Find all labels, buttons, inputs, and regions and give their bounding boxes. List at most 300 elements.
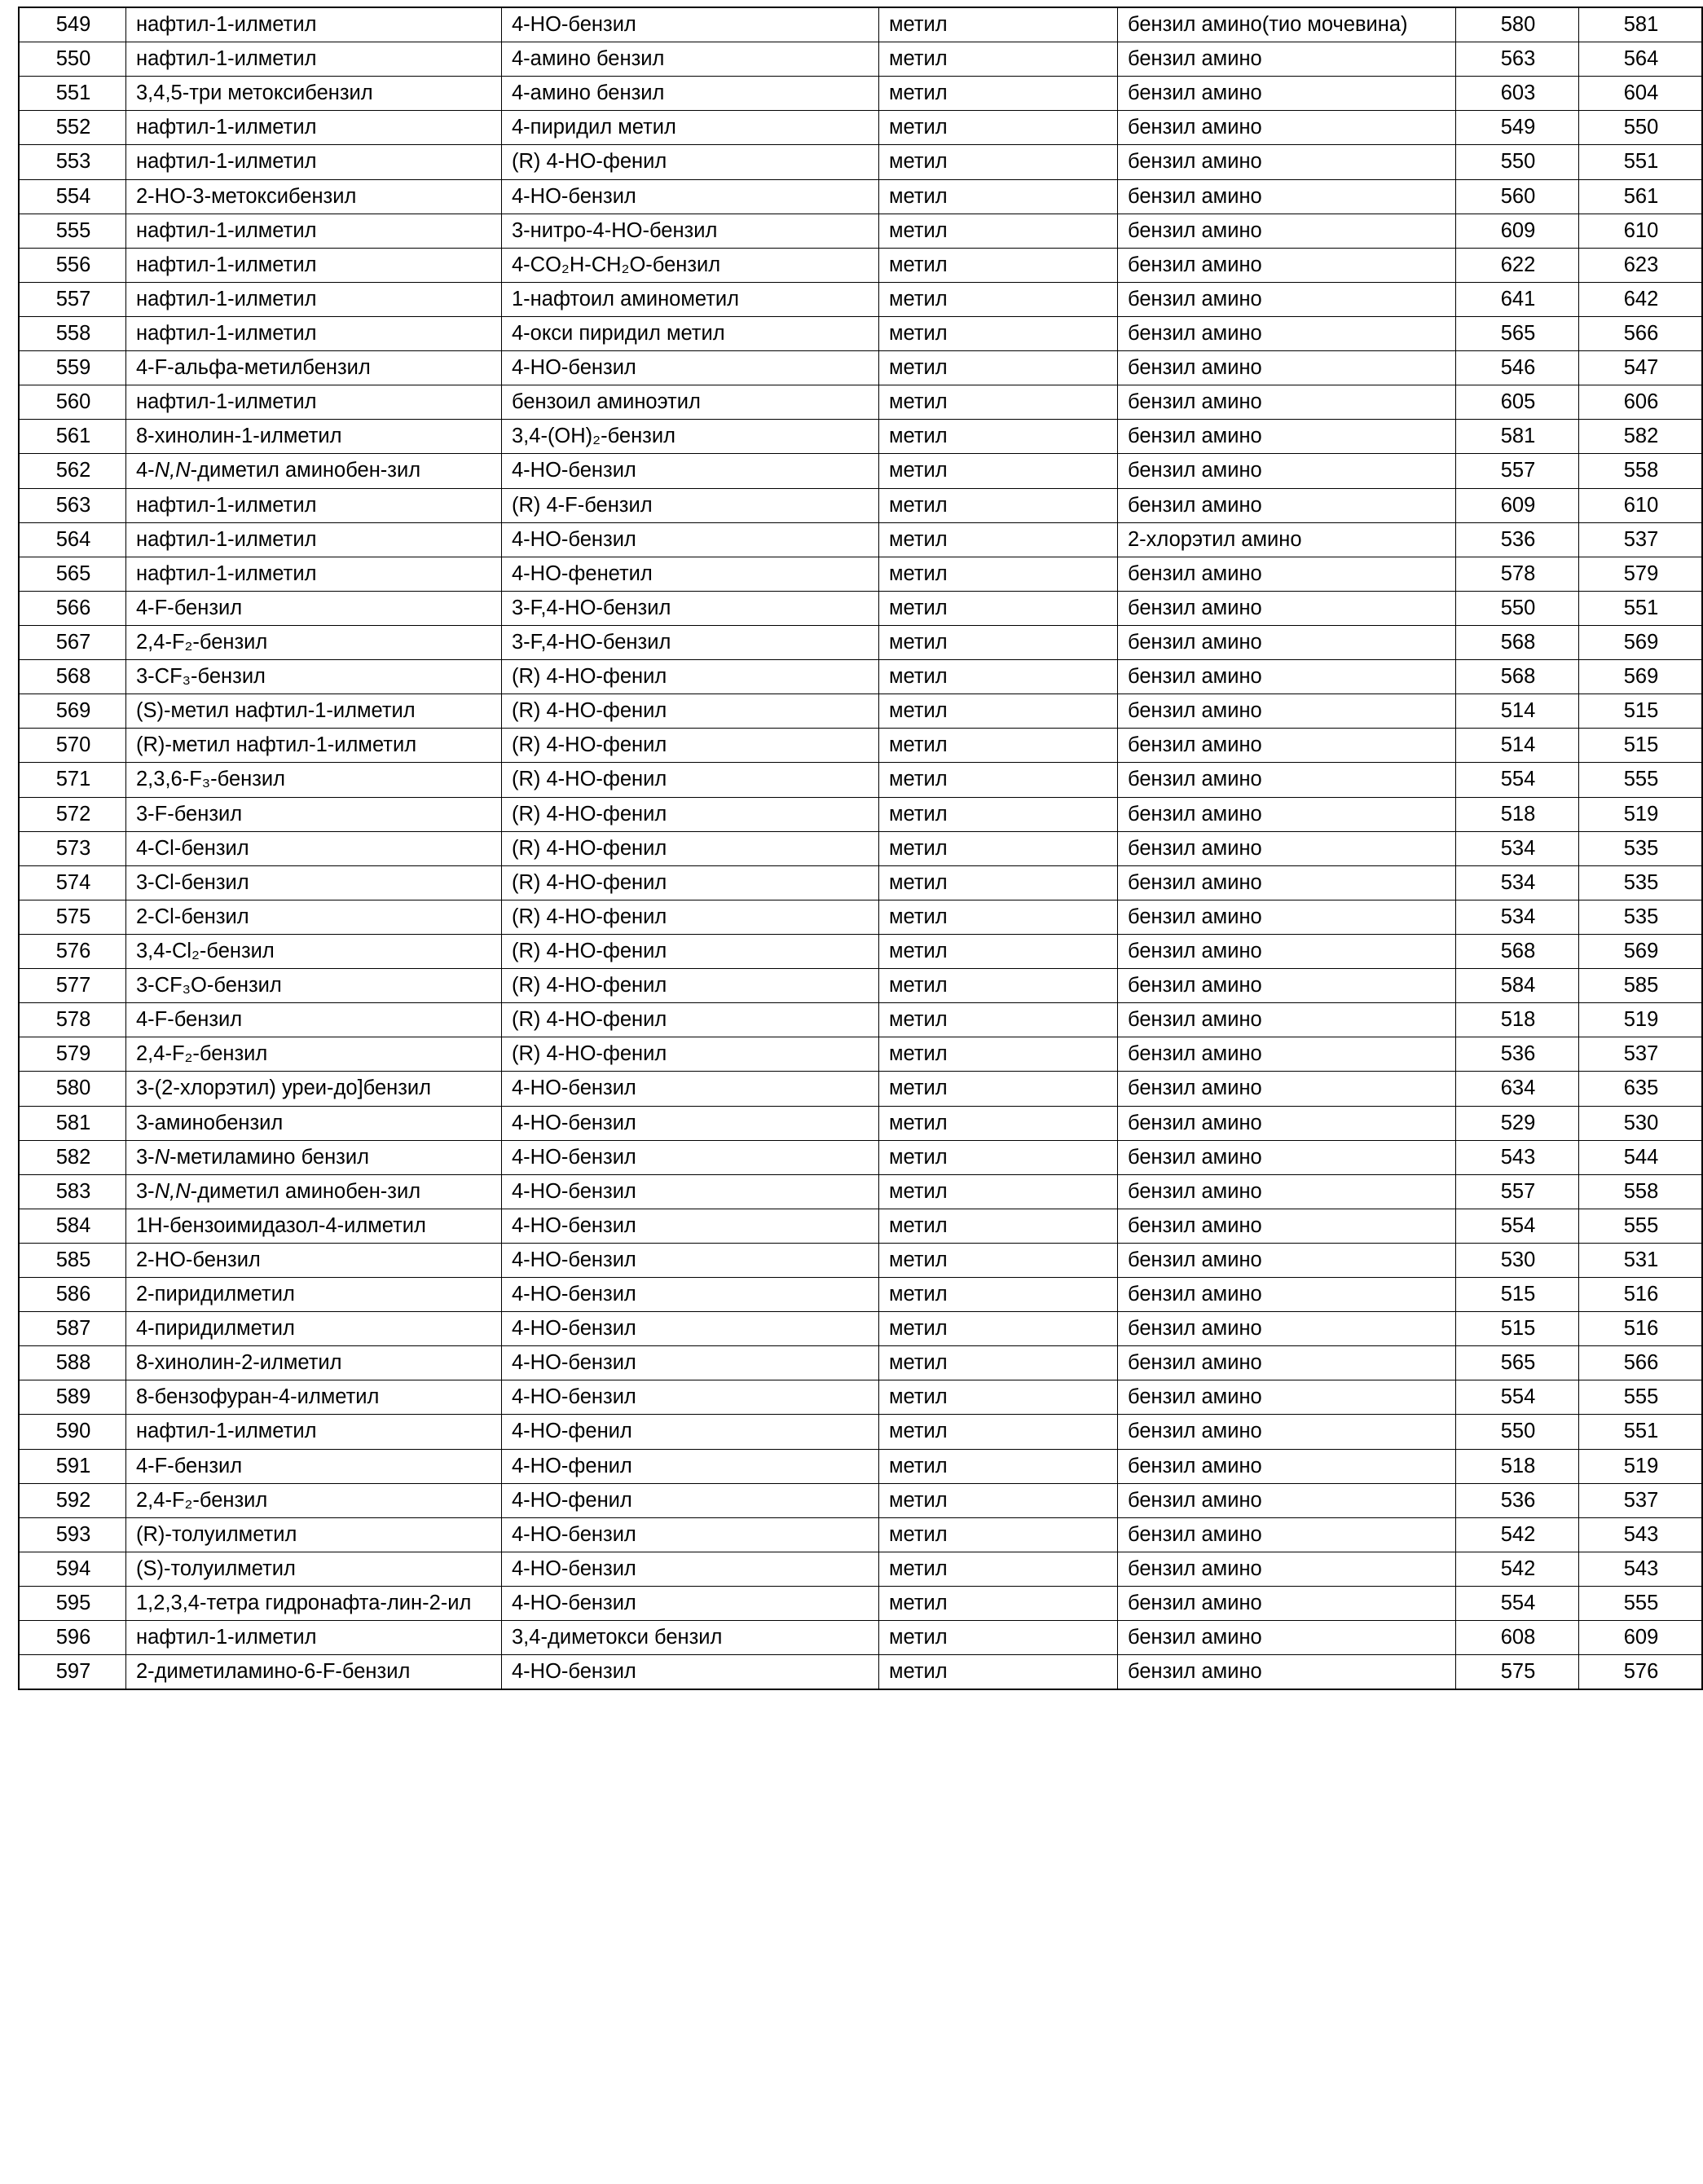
cell-m1: 515: [1456, 1278, 1579, 1312]
table-row: [19, 42, 1702, 77]
cell-r1: 3-Cl-бензил: [126, 865, 502, 900]
cell-r2: (R) 4-HO-фенил: [502, 729, 879, 763]
cell-r3: метил: [879, 1655, 1118, 1690]
cell-m1: 581: [1456, 420, 1579, 454]
cell-m1: 518: [1456, 797, 1579, 831]
cell-m1: 542: [1456, 1517, 1579, 1552]
table-row: [19, 77, 1702, 111]
cell-m2: 515: [1579, 694, 1703, 729]
cell-num: 572: [19, 797, 126, 831]
table-row: [19, 934, 1702, 968]
cell-r4: бензил амино: [1118, 1587, 1456, 1621]
cell-r3: метил: [879, 1483, 1118, 1517]
cell-m2: 516: [1579, 1312, 1703, 1346]
cell-r4: 2-хлорэтил амино: [1118, 522, 1456, 557]
cell-r2: 3-нитро-4-HO-бензил: [502, 214, 879, 248]
cell-r3: метил: [879, 488, 1118, 522]
cell-r2: бензоил аминоэтил: [502, 385, 879, 420]
cell-m1: 543: [1456, 1140, 1579, 1174]
table-row: [19, 694, 1702, 729]
cell-r3: метил: [879, 1209, 1118, 1243]
cell-r2: 4-HO-бензил: [502, 1140, 879, 1174]
cell-r3: метил: [879, 591, 1118, 625]
cell-r1: 3-аминобензил: [126, 1106, 502, 1140]
cell-r4: бензил амино: [1118, 1037, 1456, 1072]
cell-r1: 4-F-альфа-метилбензил: [126, 351, 502, 385]
cell-r4: бензил амино: [1118, 1174, 1456, 1209]
table-row: [19, 385, 1702, 420]
cell-r1: 2,4-F₂-бензил: [126, 1483, 502, 1517]
cell-r3: метил: [879, 7, 1118, 42]
cell-m1: 608: [1456, 1621, 1579, 1655]
cell-m1: 568: [1456, 625, 1579, 659]
table-row: [19, 351, 1702, 385]
cell-m2: 609: [1579, 1621, 1703, 1655]
cell-r1: 8-хинолин-1-илметил: [126, 420, 502, 454]
cell-m2: 561: [1579, 179, 1703, 214]
cell-r3: метил: [879, 900, 1118, 934]
cell-m1: 609: [1456, 488, 1579, 522]
cell-r1: 2,4-F₂-бензил: [126, 1037, 502, 1072]
cell-num: 563: [19, 488, 126, 522]
cell-r2: 4-HO-бензил: [502, 1346, 879, 1380]
cell-m1: 542: [1456, 1552, 1579, 1586]
cell-m2: 555: [1579, 1587, 1703, 1621]
cell-r4: бензил амино: [1118, 1312, 1456, 1346]
cell-r2: 4-HO-бензил: [502, 1072, 879, 1106]
cell-num: 582: [19, 1140, 126, 1174]
cell-r2: 4-HO-бензил: [502, 7, 879, 42]
cell-m2: 569: [1579, 934, 1703, 968]
table-row: [19, 763, 1702, 797]
table-row: [19, 1003, 1702, 1037]
cell-r1: 4-пиридилметил: [126, 1312, 502, 1346]
cell-r2: 4-HO-бензил: [502, 1552, 879, 1586]
table-row: [19, 1517, 1702, 1552]
cell-r4: бензил амино: [1118, 1140, 1456, 1174]
cell-r4: бензил амино: [1118, 1415, 1456, 1449]
cell-r3: метил: [879, 1380, 1118, 1415]
table-row: [19, 282, 1702, 316]
cell-r2: (R) 4-HO-фенил: [502, 694, 879, 729]
cell-num: 557: [19, 282, 126, 316]
cell-m2: 558: [1579, 1174, 1703, 1209]
cell-m1: 549: [1456, 111, 1579, 145]
cell-r4: бензил амино: [1118, 454, 1456, 488]
cell-num: 584: [19, 1209, 126, 1243]
cell-r4: бензил амино: [1118, 900, 1456, 934]
cell-num: 590: [19, 1415, 126, 1449]
cell-r2: 4-пиридил метил: [502, 111, 879, 145]
cell-r1: (S)-метил нафтил-1-илметил: [126, 694, 502, 729]
cell-r1: 4-F-бензил: [126, 591, 502, 625]
cell-r4: бензил амино: [1118, 1106, 1456, 1140]
cell-r3: метил: [879, 351, 1118, 385]
cell-r4: бензил амино: [1118, 1380, 1456, 1415]
cell-r1: 3-(2-хлорэтил) уреи-до]бензил: [126, 1072, 502, 1106]
cell-r2: 3,4-(OH)₂-бензил: [502, 420, 879, 454]
cell-r4: бензил амино: [1118, 214, 1456, 248]
table-row: [19, 1312, 1702, 1346]
cell-num: 567: [19, 625, 126, 659]
cell-num: 580: [19, 1072, 126, 1106]
cell-r1: 2,4-F₂-бензил: [126, 625, 502, 659]
cell-r1: нафтил-1-илметил: [126, 111, 502, 145]
cell-r4: бензил амино: [1118, 969, 1456, 1003]
cell-m1: 565: [1456, 316, 1579, 350]
cell-m1: 641: [1456, 282, 1579, 316]
cell-r1: 3-N,N-диметил аминобен-зил: [126, 1174, 502, 1209]
cell-r2: 4-HO-бензил: [502, 179, 879, 214]
cell-m2: 610: [1579, 214, 1703, 248]
cell-r3: метил: [879, 1312, 1118, 1346]
cell-num: 583: [19, 1174, 126, 1209]
cell-r1: нафтил-1-илметил: [126, 7, 502, 42]
cell-m2: 543: [1579, 1552, 1703, 1586]
cell-m1: 554: [1456, 1209, 1579, 1243]
table-row: [19, 831, 1702, 865]
table-row: [19, 420, 1702, 454]
cell-r3: метил: [879, 1072, 1118, 1106]
table-row: [19, 969, 1702, 1003]
cell-r1: нафтил-1-илметил: [126, 282, 502, 316]
cell-m2: 555: [1579, 1209, 1703, 1243]
cell-r2: (R) 4-HO-фенил: [502, 763, 879, 797]
cell-r4: бензил амино: [1118, 557, 1456, 591]
cell-r4: бензил амино: [1118, 179, 1456, 214]
cell-r3: метил: [879, 214, 1118, 248]
cell-r4: бензил амино: [1118, 1621, 1456, 1655]
cell-r1: 2-HO-3-метоксибензил: [126, 179, 502, 214]
cell-m1: 578: [1456, 557, 1579, 591]
table-row: [19, 729, 1702, 763]
table-row: [19, 145, 1702, 179]
cell-r2: 4-HO-бензил: [502, 1243, 879, 1277]
table-row: [19, 454, 1702, 488]
cell-r4: бензил амино: [1118, 248, 1456, 282]
cell-r3: метил: [879, 934, 1118, 968]
cell-r4: бензил амино: [1118, 1346, 1456, 1380]
cell-r3: метил: [879, 316, 1118, 350]
compound-data-table: [18, 7, 1703, 1690]
cell-r2: (R) 4-HO-фенил: [502, 865, 879, 900]
table-row: [19, 1415, 1702, 1449]
cell-r2: 4-HO-бензил: [502, 1174, 879, 1209]
cell-r2: 4-HO-фенил: [502, 1415, 879, 1449]
cell-r4: бензил амино: [1118, 625, 1456, 659]
cell-m2: 642: [1579, 282, 1703, 316]
cell-num: 564: [19, 522, 126, 557]
cell-m2: 579: [1579, 557, 1703, 591]
cell-m1: 518: [1456, 1449, 1579, 1483]
cell-r3: метил: [879, 385, 1118, 420]
table-row: [19, 797, 1702, 831]
cell-m1: 514: [1456, 694, 1579, 729]
cell-m2: 519: [1579, 797, 1703, 831]
cell-r1: (R)-метил нафтил-1-илметил: [126, 729, 502, 763]
cell-r3: метил: [879, 522, 1118, 557]
cell-r2: 4-HO-фенетил: [502, 557, 879, 591]
table-row: [19, 557, 1702, 591]
cell-r3: метил: [879, 797, 1118, 831]
table-row: [19, 1243, 1702, 1277]
cell-m2: 543: [1579, 1517, 1703, 1552]
cell-r4: бензил амино: [1118, 420, 1456, 454]
cell-m1: 557: [1456, 1174, 1579, 1209]
cell-m1: 550: [1456, 1415, 1579, 1449]
cell-r2: (R) 4-HO-фенил: [502, 831, 879, 865]
cell-r2: 4-HO-бензил: [502, 1278, 879, 1312]
cell-m1: 560: [1456, 179, 1579, 214]
cell-r3: метил: [879, 454, 1118, 488]
cell-r4: бензил амино: [1118, 797, 1456, 831]
table-row: [19, 316, 1702, 350]
cell-r1: нафтил-1-илметил: [126, 488, 502, 522]
cell-r2: 4-амино бензил: [502, 77, 879, 111]
cell-num: 578: [19, 1003, 126, 1037]
table-row: [19, 1140, 1702, 1174]
cell-m2: 581: [1579, 7, 1703, 42]
cell-m1: 514: [1456, 729, 1579, 763]
cell-r2: 4-амино бензил: [502, 42, 879, 77]
cell-num: 566: [19, 591, 126, 625]
cell-num: 555: [19, 214, 126, 248]
cell-r1: 1,2,3,4-тетра гидронафта-лин-2-ил: [126, 1587, 502, 1621]
table-row: [19, 625, 1702, 659]
cell-r1: 2-диметиламино-6-F-бензил: [126, 1655, 502, 1690]
table-row: [19, 522, 1702, 557]
cell-m2: 537: [1579, 522, 1703, 557]
cell-m2: 544: [1579, 1140, 1703, 1174]
cell-m2: 535: [1579, 865, 1703, 900]
cell-r1: нафтил-1-илметил: [126, 248, 502, 282]
cell-m1: 622: [1456, 248, 1579, 282]
cell-r2: 3,4-диметокси бензил: [502, 1621, 879, 1655]
cell-m2: 535: [1579, 831, 1703, 865]
cell-r2: 3-F,4-HO-бензил: [502, 591, 879, 625]
cell-m2: 519: [1579, 1449, 1703, 1483]
cell-r4: бензил амино: [1118, 694, 1456, 729]
cell-num: 587: [19, 1312, 126, 1346]
table-row: [19, 1278, 1702, 1312]
cell-r2: (R) 4-F-бензил: [502, 488, 879, 522]
cell-m2: 530: [1579, 1106, 1703, 1140]
cell-r3: метил: [879, 831, 1118, 865]
cell-m2: 551: [1579, 591, 1703, 625]
cell-num: 585: [19, 1243, 126, 1277]
cell-num: 588: [19, 1346, 126, 1380]
cell-r3: метил: [879, 1174, 1118, 1209]
cell-r3: метил: [879, 763, 1118, 797]
cell-num: 586: [19, 1278, 126, 1312]
cell-m2: 537: [1579, 1483, 1703, 1517]
cell-r1: 8-хинолин-2-илметил: [126, 1346, 502, 1380]
cell-num: 570: [19, 729, 126, 763]
cell-r3: метил: [879, 1243, 1118, 1277]
cell-m2: 623: [1579, 248, 1703, 282]
cell-r3: метил: [879, 179, 1118, 214]
cell-r4: бензил амино: [1118, 145, 1456, 179]
cell-num: 592: [19, 1483, 126, 1517]
cell-r4: бензил амино: [1118, 488, 1456, 522]
table-row: [19, 214, 1702, 248]
cell-m2: 515: [1579, 729, 1703, 763]
table-row: [19, 1209, 1702, 1243]
cell-num: 550: [19, 42, 126, 77]
cell-m1: 568: [1456, 660, 1579, 694]
cell-num: 591: [19, 1449, 126, 1483]
cell-m2: 606: [1579, 385, 1703, 420]
cell-r2: (R) 4-HO-фенил: [502, 1037, 879, 1072]
cell-r3: метил: [879, 1517, 1118, 1552]
cell-m1: 565: [1456, 1346, 1579, 1380]
cell-r4: бензил амино: [1118, 1552, 1456, 1586]
cell-m1: 536: [1456, 522, 1579, 557]
cell-num: 549: [19, 7, 126, 42]
cell-r4: бензил амино: [1118, 316, 1456, 350]
cell-r1: нафтил-1-илметил: [126, 42, 502, 77]
cell-r2: 1-нафтоил аминометил: [502, 282, 879, 316]
cell-r4: бензил амино: [1118, 865, 1456, 900]
cell-r3: метил: [879, 248, 1118, 282]
cell-r1: 2,3,6-F₃-бензил: [126, 763, 502, 797]
cell-r1: нафтил-1-илметил: [126, 316, 502, 350]
cell-r1: нафтил-1-илметил: [126, 214, 502, 248]
cell-r3: метил: [879, 111, 1118, 145]
cell-r3: метил: [879, 42, 1118, 77]
cell-r4: бензил амино: [1118, 1072, 1456, 1106]
cell-r4: бензил амино: [1118, 1483, 1456, 1517]
cell-r1: нафтил-1-илметил: [126, 385, 502, 420]
cell-num: 581: [19, 1106, 126, 1140]
cell-r1: 4-Cl-бензил: [126, 831, 502, 865]
cell-m1: 634: [1456, 1072, 1579, 1106]
cell-r1: нафтил-1-илметил: [126, 145, 502, 179]
cell-r1: 3,4-Cl₂-бензил: [126, 934, 502, 968]
cell-r3: метил: [879, 1621, 1118, 1655]
cell-m2: 551: [1579, 1415, 1703, 1449]
cell-r4: бензил амино: [1118, 111, 1456, 145]
cell-r3: метил: [879, 282, 1118, 316]
cell-r1: 4-F-бензил: [126, 1003, 502, 1037]
cell-num: 577: [19, 969, 126, 1003]
cell-num: 556: [19, 248, 126, 282]
cell-m1: 605: [1456, 385, 1579, 420]
cell-r4: бензил амино: [1118, 591, 1456, 625]
cell-r1: нафтил-1-илметил: [126, 1621, 502, 1655]
cell-r2: (R) 4-HO-фенил: [502, 797, 879, 831]
cell-r1: нафтил-1-илметил: [126, 1415, 502, 1449]
cell-r3: метил: [879, 145, 1118, 179]
cell-r4: бензил амино: [1118, 351, 1456, 385]
cell-r4: бензил амино: [1118, 831, 1456, 865]
cell-num: 589: [19, 1380, 126, 1415]
table-row: [19, 865, 1702, 900]
table-row: [19, 111, 1702, 145]
cell-m1: 529: [1456, 1106, 1579, 1140]
cell-m1: 518: [1456, 1003, 1579, 1037]
cell-m1: 534: [1456, 900, 1579, 934]
cell-m2: 555: [1579, 1380, 1703, 1415]
cell-r2: 4-HO-фенил: [502, 1483, 879, 1517]
table-row: [19, 1655, 1702, 1690]
cell-r1: 2-Cl-бензил: [126, 900, 502, 934]
cell-r4: бензил амино: [1118, 934, 1456, 968]
cell-m1: 530: [1456, 1243, 1579, 1277]
cell-m1: 546: [1456, 351, 1579, 385]
cell-m2: 537: [1579, 1037, 1703, 1072]
cell-m2: 558: [1579, 454, 1703, 488]
table-row: [19, 179, 1702, 214]
cell-r2: (R) 4-HO-фенил: [502, 934, 879, 968]
cell-num: 558: [19, 316, 126, 350]
cell-m2: 566: [1579, 316, 1703, 350]
cell-r1: 4-N,N-диметил аминобен-зил: [126, 454, 502, 488]
cell-num: 562: [19, 454, 126, 488]
cell-r4: бензил амино: [1118, 1449, 1456, 1483]
cell-r3: метил: [879, 420, 1118, 454]
cell-r1: 2-пиридилметил: [126, 1278, 502, 1312]
cell-r3: метил: [879, 77, 1118, 111]
cell-m2: 569: [1579, 660, 1703, 694]
table-row: [19, 1552, 1702, 1586]
cell-r1: (R)-толуилметил: [126, 1517, 502, 1552]
cell-r1: 3,4,5-три метоксибензил: [126, 77, 502, 111]
cell-m2: 535: [1579, 900, 1703, 934]
cell-num: 551: [19, 77, 126, 111]
cell-m1: 554: [1456, 1587, 1579, 1621]
cell-m2: 585: [1579, 969, 1703, 1003]
cell-m2: 550: [1579, 111, 1703, 145]
cell-r3: метил: [879, 557, 1118, 591]
cell-r3: метил: [879, 1037, 1118, 1072]
cell-r1: 1H-бензоимидазол-4-илметил: [126, 1209, 502, 1243]
cell-m2: 555: [1579, 763, 1703, 797]
cell-m2: 610: [1579, 488, 1703, 522]
table-row: [19, 488, 1702, 522]
cell-r2: (R) 4-HO-фенил: [502, 900, 879, 934]
cell-m2: 516: [1579, 1278, 1703, 1312]
cell-r2: 4-HO-бензил: [502, 454, 879, 488]
cell-m2: 519: [1579, 1003, 1703, 1037]
cell-num: 596: [19, 1621, 126, 1655]
cell-r3: метил: [879, 694, 1118, 729]
cell-r2: 4-HO-бензил: [502, 1655, 879, 1690]
cell-r3: метил: [879, 1449, 1118, 1483]
cell-m1: 554: [1456, 1380, 1579, 1415]
cell-r2: 4-HO-бензил: [502, 1312, 879, 1346]
cell-r2: 4-HO-бензил: [502, 1587, 879, 1621]
cell-r1: 3-N-метиламино бензил: [126, 1140, 502, 1174]
table-row: [19, 900, 1702, 934]
cell-m1: 550: [1456, 145, 1579, 179]
table-row: [19, 1072, 1702, 1106]
cell-r1: 3-F-бензил: [126, 797, 502, 831]
cell-r1: нафтил-1-илметил: [126, 522, 502, 557]
cell-r2: 4-HO-фенил: [502, 1449, 879, 1483]
cell-r3: метил: [879, 1140, 1118, 1174]
cell-r4: бензил амино: [1118, 1209, 1456, 1243]
cell-num: 568: [19, 660, 126, 694]
cell-r3: метил: [879, 1346, 1118, 1380]
cell-r3: метил: [879, 625, 1118, 659]
cell-r2: (R) 4-HO-фенил: [502, 660, 879, 694]
cell-r1: 4-F-бензил: [126, 1449, 502, 1483]
cell-r3: метил: [879, 729, 1118, 763]
cell-r2: (R) 4-HO-фенил: [502, 969, 879, 1003]
cell-num: 574: [19, 865, 126, 900]
cell-m1: 536: [1456, 1037, 1579, 1072]
